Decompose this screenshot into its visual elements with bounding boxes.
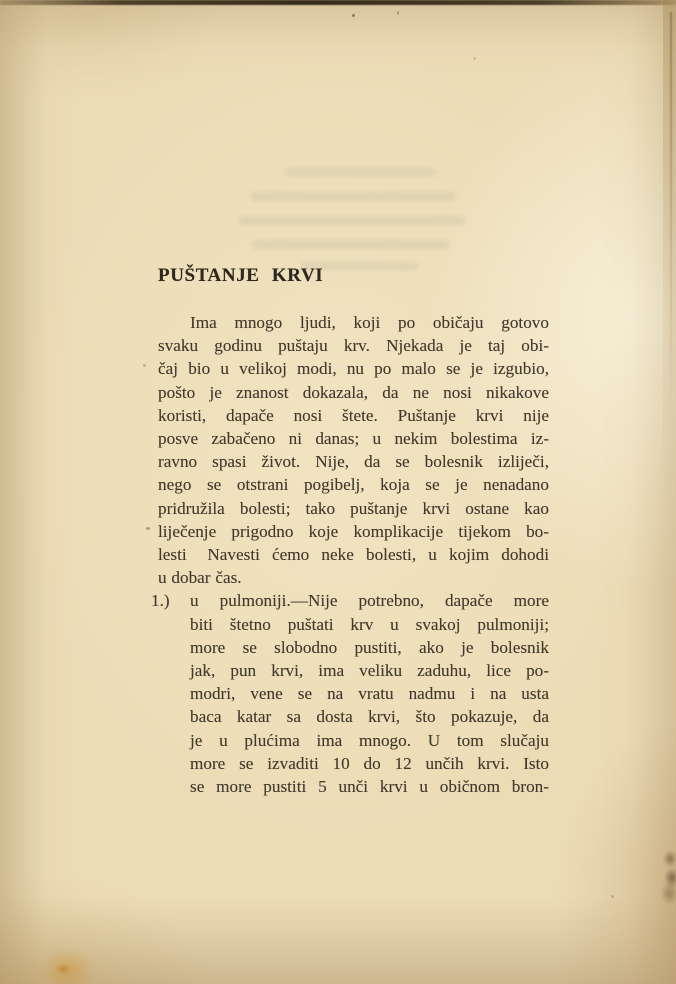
ink-speck (143, 364, 146, 367)
list-item-line: biti štetno puštati krv u svakoj pulmoniji; (190, 614, 549, 634)
ink-speck (473, 57, 476, 60)
paragraph-line: svaku godinu puštaju krv. Njekada je taj obi- (158, 336, 549, 356)
show-through-text-line (252, 240, 450, 249)
list-item-line: jak, pun krvi, ima veliku zaduhu, lice po- (190, 661, 549, 681)
list-item-line: modri, vene se na vratu nadmu i na usta (190, 684, 549, 704)
show-through-text-line (285, 168, 435, 176)
page-edge-crease (670, 12, 672, 412)
paragraph-line: lesti Navesti ćemo neke bolesti, u kojim dohodi (158, 545, 549, 565)
paragraph-line: pošto je znanost dokazala, da ne nosi nikakove (158, 382, 549, 402)
paragraph-line: Ima mnogo ljudi, koji po običaju gotovo (190, 313, 549, 332)
ink-speck (611, 895, 614, 898)
list-item-line: baca katar sa dosta krvi, što pokazuje, da (190, 707, 549, 727)
page-title: PUŠTANJE KRVI (158, 265, 324, 286)
list-item-line: se more pustiti 5 unči krvi u običnom bron- (190, 777, 549, 797)
ink-speck (352, 14, 355, 17)
ink-speck (397, 11, 399, 15)
paragraph-line: ravno spasi život. Nije, da se bolesnik izliječi, (158, 452, 549, 472)
paragraph-line: pridružila bolesti; tako puštanje krvi ostane kao (158, 498, 549, 518)
ink-speck (146, 527, 150, 530)
body-text (151, 311, 549, 798)
scan-top-edge-shadow (0, 0, 676, 5)
list-item-line: more se izvaditi 10 do 12 unčih krvi. Isto (190, 753, 549, 773)
paragraph-line: nego se otstrani pogibelj, koja se je nenadano (158, 475, 549, 495)
paragraph-line: u dobar čas. (158, 568, 242, 588)
paragraph-line: koristi, dapače nosi štete. Puštanje krvi nije (158, 405, 549, 425)
paragraph-line: liječenje prigodno koje komplikacije tijekom bo- (158, 521, 549, 541)
paragraph-line: čaj bio u velikoj modi, nu po malo se je izgubio, (158, 359, 549, 379)
show-through-text-line (250, 192, 455, 201)
list-item-number: 1.) (151, 591, 170, 611)
brown-edge-stain (650, 846, 676, 904)
list-item-line: more se slobodno pustiti, ako je bolesnik (190, 637, 549, 657)
orange-stain-core (56, 964, 70, 974)
show-through-text-line (238, 216, 466, 225)
paragraph-line: posve zabačeno ni danas; u nekim bolestima iz- (158, 429, 549, 449)
list-item-line: u pulmoniji.—Nije potrebno, dapače more (190, 591, 549, 611)
list-item-line: je u plućima ima mnogo. U tom slučaju (190, 730, 549, 750)
